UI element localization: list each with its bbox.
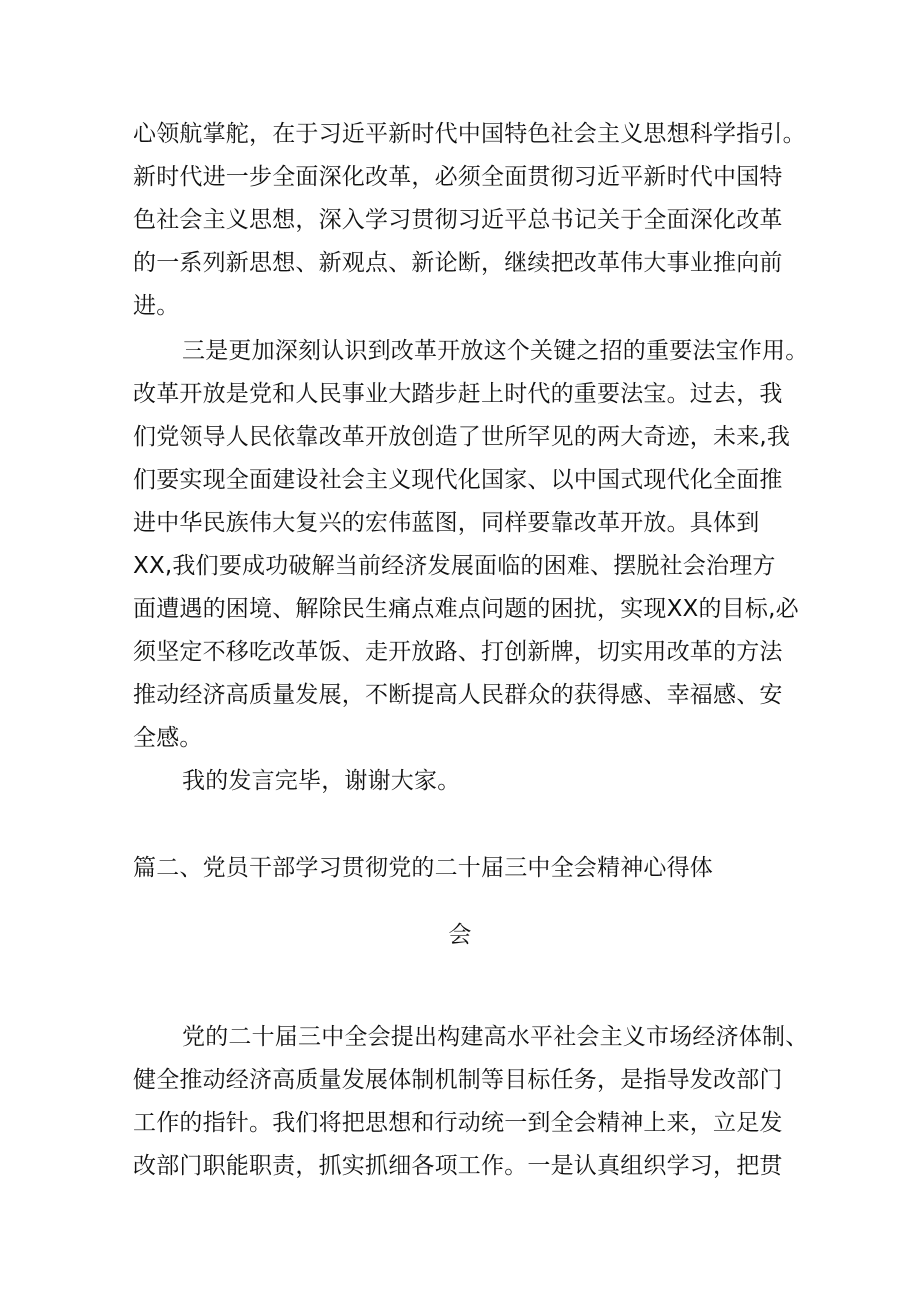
paragraph-line: 党的二十届三中全会提出构建高水平社会主义市场经济体制、 [182,1024,809,1050]
closing-line: 我的发言完毕，谢谢大家。 [182,768,461,794]
section-heading-continued: 会 [448,922,472,948]
paragraph-line: 们党领导人民依靠改革开放创造了世所罕见的两大奇迹，未来,我 [133,424,791,450]
paragraph-line: 改部门职能职责，抓实抓细各项工作。一是认真组织学习，把贯 [133,1153,783,1179]
paragraph-line: 进中华民族伟大复兴的宏伟蓝图，同样要靠改革开放。具体到 [133,510,760,536]
paragraph-line: 健全推动经济高质量发展体制机制等目标任务，是指导发改部门 [133,1067,783,1093]
section-heading: 篇二、党员干部学习贯彻党的二十届三中全会精神心得体 [133,855,713,881]
paragraph-line: 三是更加深刻认识到改革开放这个关键之招的重要法宝作用。 [182,338,809,364]
paragraph-line: 全感。 [133,725,203,751]
paragraph-line: 心领航掌舵，在于习近平新时代中国特色社会主义思想科学指引。 [133,121,806,147]
paragraph-line: 进。 [133,293,180,319]
paragraph-line: 面遭遇的困境、解除民生痛点难点问题的困扰，实现XX的目标,必 [133,596,799,622]
paragraph-line: 推动经济高质量发展，不断提高人民群众的获得感、幸福感、安 [133,682,783,708]
paragraph-line: 的一系列新思想、新观点、新论断，继续把改革伟大事业推向前 [133,250,783,276]
paragraph-line: 色社会主义思想，深入学习贯彻习近平总书记关于全面深化改革 [133,207,783,233]
paragraph-line: 新时代进一步全面深化改革，必须全面贯彻习近平新时代中国特 [133,164,783,190]
paragraph-line: 须坚定不移吃改革饭、走开放路、打创新牌，切实用改革的方法 [133,639,783,665]
paragraph-line: XX,我们要成功破解当前经济发展面临的困难、摆脱社会治理方 [133,553,776,579]
paragraph-line: 们要实现全面建设社会主义现代化国家、以中国式现代化全面推 [133,467,783,493]
paragraph-line: 改革开放是党和人民事业大踏步赶上时代的重要法宝。过去，我 [133,381,783,407]
paragraph-line: 工作的指针。我们将把思想和行动统一到全会精神上来，立足发 [133,1110,783,1136]
